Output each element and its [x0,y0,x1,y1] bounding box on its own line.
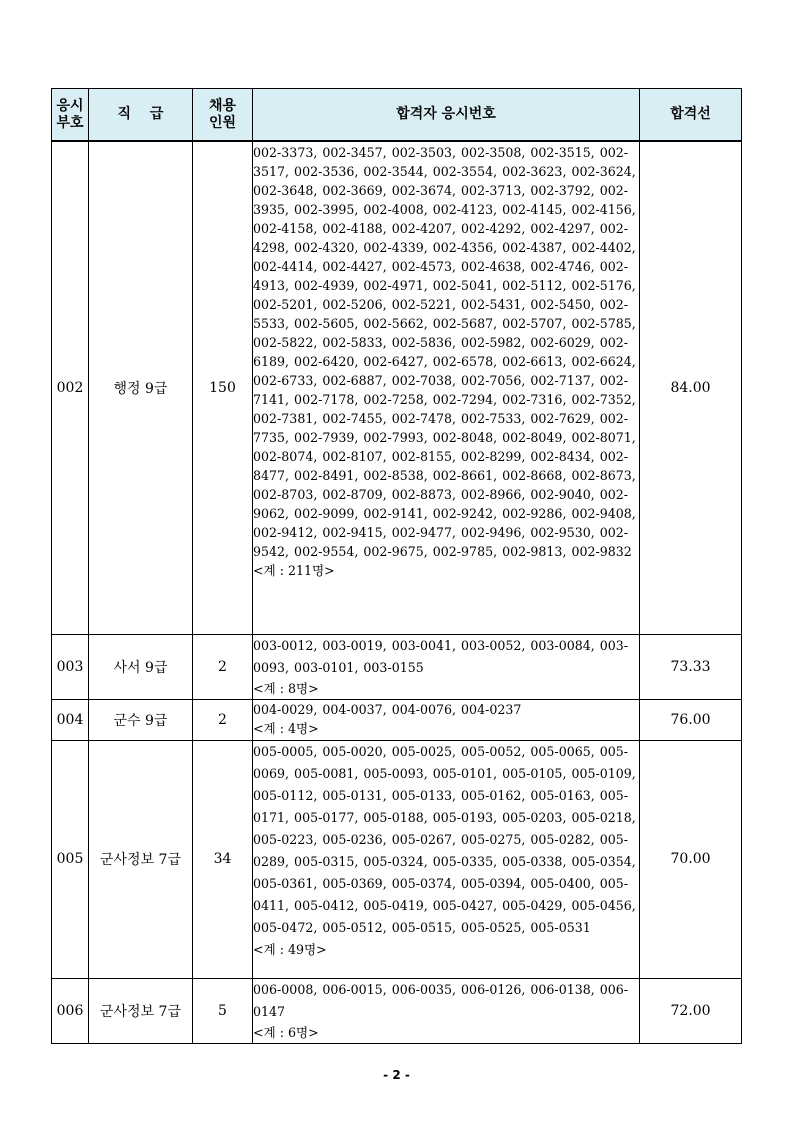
hire-count-cell: 150 [193,141,253,634]
passer-numbers: 002-3373, 002-3457, 002-3503, 002-3508, 002-3515, 002-3517, 002-3536, 002-3544, 002-3554, 002-3623, 002-3624, 002-3648, 002-3669, 002-3674, 002-3713, 002-3792, 002-3935, 002-3995, 002-4008, 002-4123, 002-4145, 002-4156, 002-4158, 002-4188, 002-4207, 002-4292, 002-4297, 002-4298, 002-4320, 002-4339, 002-4356, 002-4387, 002-4402, 002-4414, 002-4427, 002-4573, 002-4638, 002-4746, 002-4913, 002-4939, 002-4971, 002-5041, 002-5112, 002-5176, 002-5201, 002-5206, 002-5221, 002-5431, 002-5450, 002-5533, 002-5605, 002-5662, 002-5687, 002-5707, 002-5785, 002-5822, 002-5833, 002-5836, 002-5982, 002-6029, 002-6189, 002-6420, 002-6427, 002-6578, 002-6613, 002-6624, 002-6733, 002-6887, 002-7038, 002-7056, 002-7137, 002-7141, 002-7178, 002-7258, 002-7294, 002-7316, 002-7352, 002-7381, 002-7455, 002-7478, 002-7533, 002-7629, 002-7735, 002-7939, 002-7993, 002-8048, 002-8049, 002-8071, 002-8074, 002-8107, 002-8155, 002-8299, 002-8434, 002-8477, 002-8491, 002-8538, 002-8661, 002-8668, 002-8673, 002-8703, 002-8709, 002-8873, 002-8966, 002-9040, 002-9062, 002-9099, 002-9141, 002-9242, 002-9286, 002-9408, 002-9412, 002-9415, 002-9477, 002-9496, 002-9530, 002-9542, 002-9554, 002-9675, 002-9785, 002-9813, 002-9832 [253,145,636,559]
position-cell: 행정 9급 [89,141,193,634]
passer-list-cell [253,699,640,740]
position-cell: 사서 9급 [89,634,193,699]
cutoff-score-cell: 84.00 [640,141,742,634]
passer-total: <계 : 8명> [253,680,319,696]
passer-numbers: 005-0005, 005-0020, 005-0025, 005-0052, 005-0065, 005-0069, 005-0081, 005-0093, 005-0101, 005-0105, 005-0109, 005-0112, 005-0131, 005-0133, 005-0162, 005-0163, 005-0171, 005-0177, 005-0188, 005-0193, 005-0203, 005-0218, 005-0223, 005-0236, 005-0267, 005-0275, 005-0282, 005-0289, 005-0315, 005-0324, 005-0335, 005-0338, 005-0354, 005-0361, 005-0369, 005-0374, 005-0394, 005-0400, 005-0411, 005-0412, 005-0419, 005-0427, 005-0429, 005-0456, 005-0472, 005-0512, 005-0515, 005-0525, 005-0531 [253,743,636,936]
cutoff-score-cell: 70.00 [640,740,742,978]
position-cell: 군수 9급 [89,699,193,740]
page-number: - 2 - [383,1068,410,1082]
results-table [51,88,742,1044]
exam-code-cell: 003 [52,634,89,699]
passer-total: <계 : 211명> [253,563,335,578]
table-row [52,740,742,978]
table-header-row [52,89,742,142]
position-cell: 군사정보 7급 [89,740,193,978]
exam-code-cell: 006 [52,978,89,1043]
cutoff-score-cell: 76.00 [640,699,742,740]
passer-numbers: 004-0029, 004-0037, 004-0076, 004-0237 [253,701,522,717]
passer-total: <계 : 49명> [253,941,327,957]
passer-list-cell [253,141,640,634]
position-cell: 군사정보 7급 [89,978,193,1043]
table-row [52,978,742,1043]
hire-count-cell: 2 [193,634,253,699]
passer-numbers: 003-0012, 003-0019, 003-0041, 003-0052, 003-0084, 003-0093, 003-0101, 003-0155 [253,637,629,675]
passer-total: <계 : 4명> [253,720,319,736]
header-passers: 합격자 응시번호 [253,89,640,142]
exam-code-cell: 002 [52,141,89,634]
passer-list-cell [253,978,640,1043]
hire-count-cell: 5 [193,978,253,1043]
cutoff-score-cell: 73.33 [640,634,742,699]
hire-count-cell: 34 [193,740,253,978]
table-row [52,699,742,740]
cutoff-score-cell: 72.00 [640,978,742,1043]
exam-code-cell: 005 [52,740,89,978]
passer-list-cell [253,740,640,978]
hire-count-cell: 2 [193,699,253,740]
exam-code-cell: 004 [52,699,89,740]
table-row [52,141,742,634]
table-row [52,634,742,699]
header-exam-code: 응시 부호 [52,89,89,142]
header-hire-count: 채용 인원 [193,89,253,142]
passer-numbers: 006-0008, 006-0015, 006-0035, 006-0126, 006-0138, 006-0147 [253,981,629,1019]
header-position: 직 급 [89,89,193,142]
passer-list-cell [253,634,640,699]
passer-total: <계 : 6명> [253,1024,319,1040]
header-cutoff: 합격선 [640,89,742,142]
